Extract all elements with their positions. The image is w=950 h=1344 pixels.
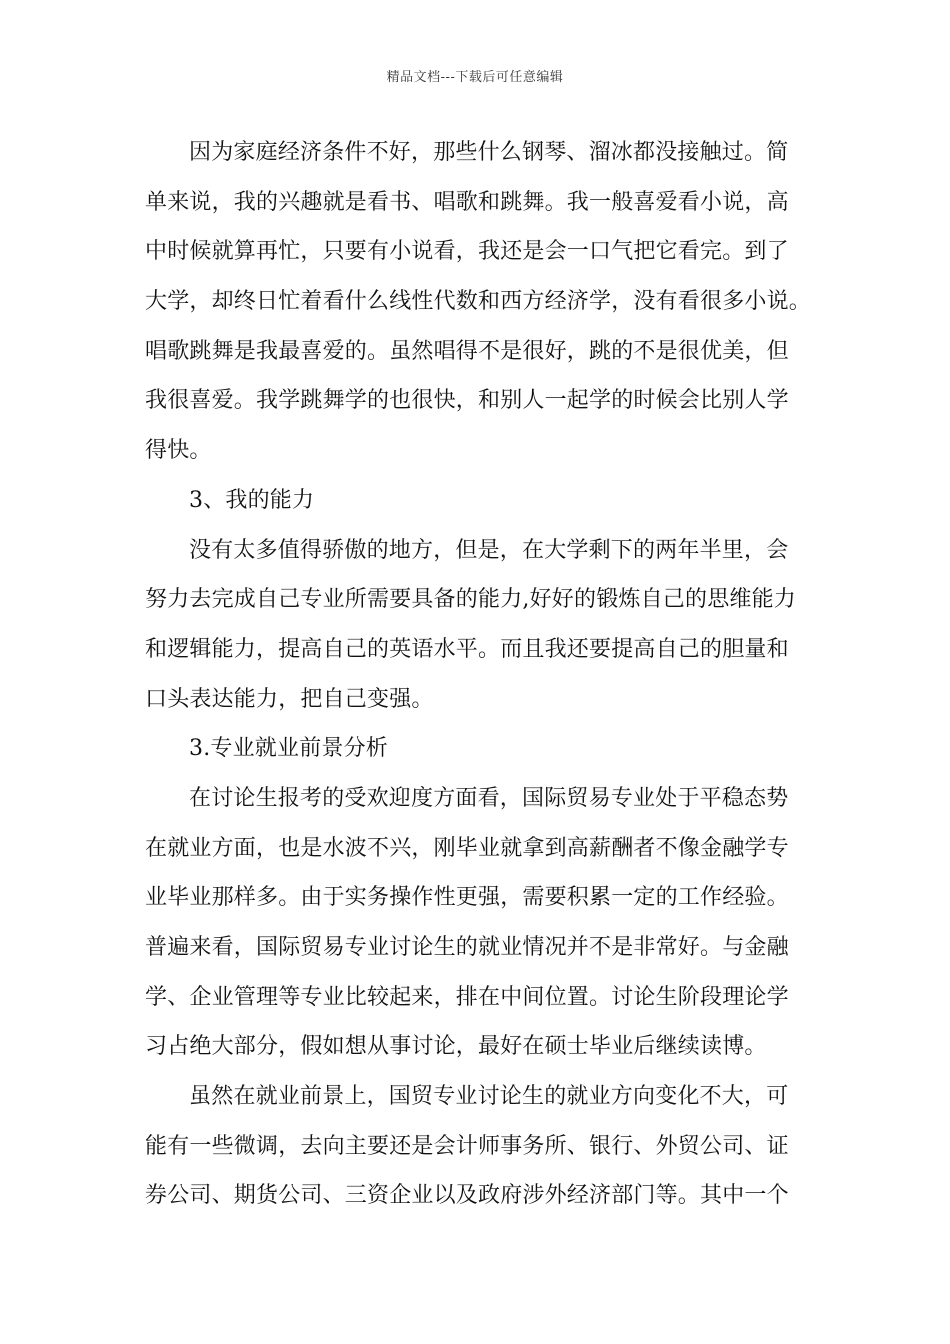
text-line: 能有一些微调，去向主要还是会计师事务所、银行、外贸公司、证 (145, 1133, 789, 1159)
text-line: 没有太多值得骄傲的地方，但是，在大学剩下的两年半里，会 (189, 537, 789, 563)
page-header: 精品文档---下载后可任意编辑 (386, 70, 564, 85)
text-line: 券公司、期货公司、三资企业以及政府涉外经济部门等。其中一个 (145, 1183, 789, 1209)
text-line: 努力去完成自己专业所需要具备的能力,好好的锻炼自己的思维能力 (145, 587, 796, 613)
text-line: 在就业方面，也是水波不兴，刚毕业就拿到高薪酬者不像金融学专 (145, 835, 789, 861)
text-line: 在讨论生报考的受欢迎度方面看，国际贸易专业处于平稳态势 (189, 785, 789, 811)
text-line: 学、企业管理等专业比较起来，排在中间位置。讨论生阶段理论学 (145, 984, 789, 1010)
text-line: 得快。 (145, 438, 212, 464)
text-line: 因为家庭经济条件不好，那些什么钢琴、溜冰都没接触过。简 (189, 140, 789, 165)
text-line: 虽然在就业前景上，国贸专业讨论生的就业方向变化不大，可 (189, 1084, 789, 1110)
section-heading: 3.专业就业前景分析 (189, 736, 388, 762)
text-line: 口头表达能力，把自己变强。 (145, 686, 434, 712)
text-line: 单来说，我的兴趣就是看书、唱歌和跳舞。我一般喜爱看小说，高 (145, 189, 789, 215)
text-line: 唱歌跳舞是我最喜爱的。虽然唱得不是很好，跳的不是很优美，但 (145, 338, 789, 364)
text-line: 我很喜爱。我学跳舞学的也很快，和别人一起学的时候会比别人学 (145, 388, 789, 414)
section-heading: 3、我的能力 (189, 487, 315, 513)
text-line: 中时候就算再忙，只要有小说看，我还是会一口气把它看完。到了 (145, 239, 789, 265)
document-body (145, 128, 810, 1221)
text-line: 和逻辑能力，提高自己的英语水平。而且我还要提高自己的胆量和 (145, 636, 789, 662)
text-line: 业毕业那样多。由于实务操作性更强，需要积累一定的工作经验。 (145, 885, 789, 911)
text-line: 习占绝大部分，假如想从事讨论，最好在硕士毕业后继续读博。 (145, 1034, 767, 1060)
text-line: 大学，却终日忙着看什么线性代数和西方经济学，没有看很多小说。 (145, 289, 812, 315)
text-line: 普遍来看，国际贸易专业讨论生的就业情况并不是非常好。与金融 (145, 935, 789, 960)
